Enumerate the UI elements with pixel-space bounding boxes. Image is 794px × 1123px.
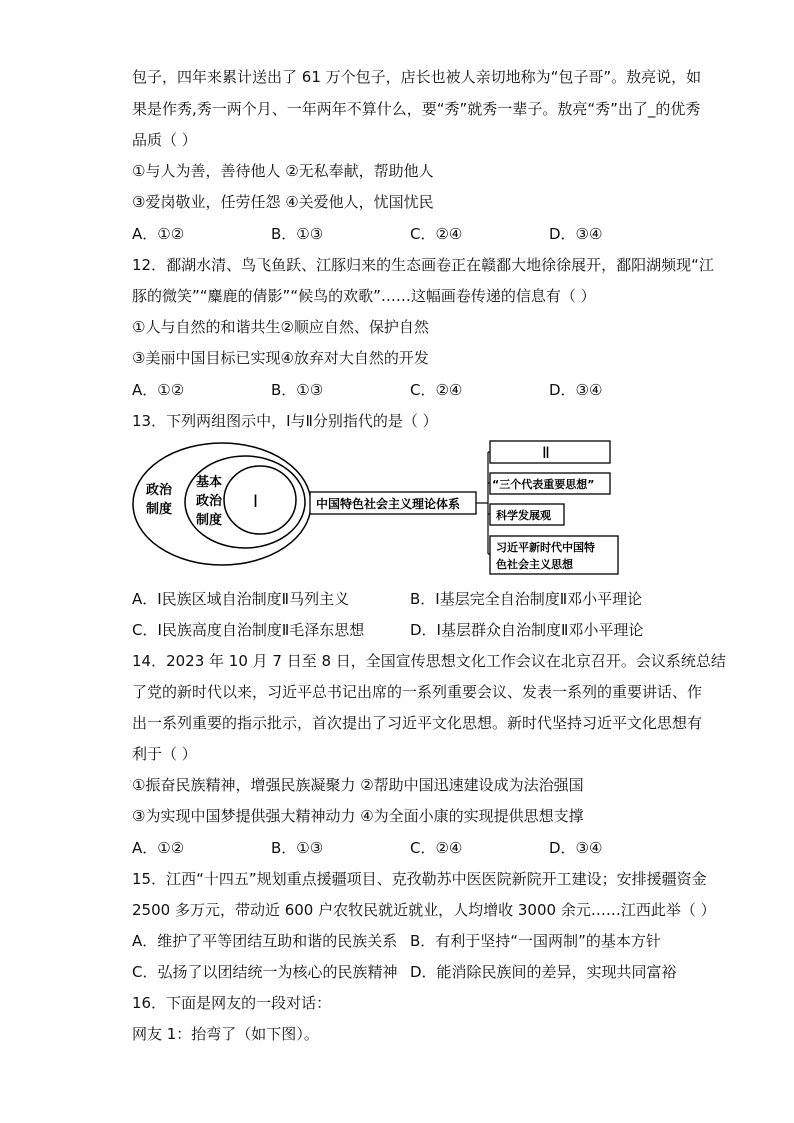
q14-text-line-3: 出一系列重要的指示批示，首次提出了习近平文化思想。新时代坚持习近平文化思想有 [132,714,703,732]
q12-text-line-2: 豚的微笑”“麋鹿的倩影”“候鸟的欢歌”……这幅画卷传递的信息有（ ） [132,287,596,305]
q14-option-a[interactable]: A．①② [132,839,185,857]
branch-box-2 [490,441,610,463]
branch-label-xi-thought-1: 习近平新时代中国特 [496,541,595,554]
q14-statement-3-4: ③为实现中国梦提供强大精神动力 ④为全面小康的实现提供思想支撑 [132,807,584,825]
q16-text-line-2: 网友 1：抬弯了（如下图）。 [132,1025,319,1043]
q14-text-line-4: 利于（ ） [132,745,197,763]
q13-option-d[interactable]: D．Ⅰ基层群众自治制度Ⅱ邓小平理论 [410,621,644,639]
q12-option-b[interactable]: B．①③ [271,381,324,399]
q11-option-d[interactable]: D．③④ [549,225,603,243]
q14-text-line-2: 了党的新时代以来，习近平总书记出席的一系列重要会议、发表一系列的重要讲话、作 [132,683,703,701]
theory-system-label: 中国特色社会主义理论体系 [316,497,461,511]
q12-option-d[interactable]: D．③④ [549,381,603,399]
q13-option-a[interactable]: A．Ⅰ民族区域自治制度Ⅱ马列主义 [132,590,350,608]
q15-text-line-2: 2500 多万元，带动近 600 户农牧民就近就业，人均增收 3000 余元……江西此举（ ） [132,901,716,919]
branch-label-xi-thought-2: 色社会主义思想 [496,558,573,571]
q12-option-c[interactable]: C．②④ [410,381,463,399]
inner-ellipse [224,466,296,534]
q13-diagram [132,436,732,586]
q11-text-line-3: 品质（ ） [132,131,197,149]
middle-label-2: 政治 [196,494,223,509]
q15-option-d[interactable]: D．能消除民族间的差异，实现共同富裕 [410,963,677,981]
branch-label-2: Ⅱ [542,443,550,462]
branch-label-three-represents: “三个代表重要思想” [492,478,595,491]
outer-label-2: 制度 [146,502,173,517]
q11-text-line-1: 包子，四年来累计送出了 61 万个包子，店长也被人亲切地称为“包子哥”。敖亮说，如 [132,68,702,86]
q15-option-c[interactable]: C．弘扬了以团结统一为核心的民族精神 [132,963,398,981]
q13-text: 13．下列两组图示中，Ⅰ与Ⅱ分别指代的是（ ） [132,412,438,430]
q14-statement-1-2: ①振奋民族精神，增强民族凝聚力 ②帮助中国迅速建设成为法治强国 [132,776,584,794]
q11-option-b[interactable]: B．①③ [271,225,324,243]
q11-option-c[interactable]: C．②④ [410,225,463,243]
q12-statement-1-2: ①人与自然的和谐共生②顺应自然、保护自然 [132,318,429,336]
q12-option-a[interactable]: A．①② [132,381,185,399]
q15-option-b[interactable]: B．有利于坚持“一国两制”的基本方针 [410,932,661,950]
q14-option-b[interactable]: B．①③ [271,839,324,857]
q16-text-line-1: 16．下面是网友的一段对话： [132,994,332,1012]
outer-label-1: 政治 [146,483,173,498]
branch-label-scientific-development: 科学发展观 [496,509,551,522]
q11-option-a[interactable]: A．①② [132,225,185,243]
q14-option-c[interactable]: C．②④ [410,839,463,857]
q11-statement-1-2: ①与人为善，善待他人 ②无私奉献，帮助他人 [132,162,434,180]
middle-label-3: 制度 [196,513,223,528]
q13-option-c[interactable]: C．Ⅰ民族高度自治制度Ⅱ毛泽东思想 [132,621,365,639]
q12-statement-3-4: ③美丽中国目标已实现④放弃对大自然的开发 [132,349,429,367]
q13-option-b[interactable]: B．Ⅰ基层完全自治制度Ⅱ邓小平理论 [410,590,643,608]
q14-text-line-1: 14．2023 年 10 月 7 日至 8 日，全国宣传思想文化工作会议在北京召开。会议系统总结 [132,652,726,670]
q11-statement-3-4: ③爱岗敬业，任劳任怨 ④关爱他人，忧国忧民 [132,193,434,211]
q11-text-line-2: 果是作秀,秀一两个月、一年两年不算什么，要“秀”就秀一辈子。敖亮“秀”出了_的优秀 [132,100,701,118]
q12-text-line-1: 12．鄱湖水清、鸟飞鱼跃、江豚归来的生态画卷正在赣鄱大地徐徐展开，鄱阳湖频现“江 [132,256,714,274]
q15-option-a[interactable]: A．维护了平等团结互助和谐的民族关系 [132,932,398,950]
middle-label-1: 基本 [196,475,223,490]
q14-option-d[interactable]: D．③④ [549,839,603,857]
inner-label: Ⅰ [253,492,259,512]
q15-text-line-1: 15．江西“十四五”规划重点援疆项目、克孜勒苏中医医院新院开工建设；安排援疆资金 [132,870,707,888]
